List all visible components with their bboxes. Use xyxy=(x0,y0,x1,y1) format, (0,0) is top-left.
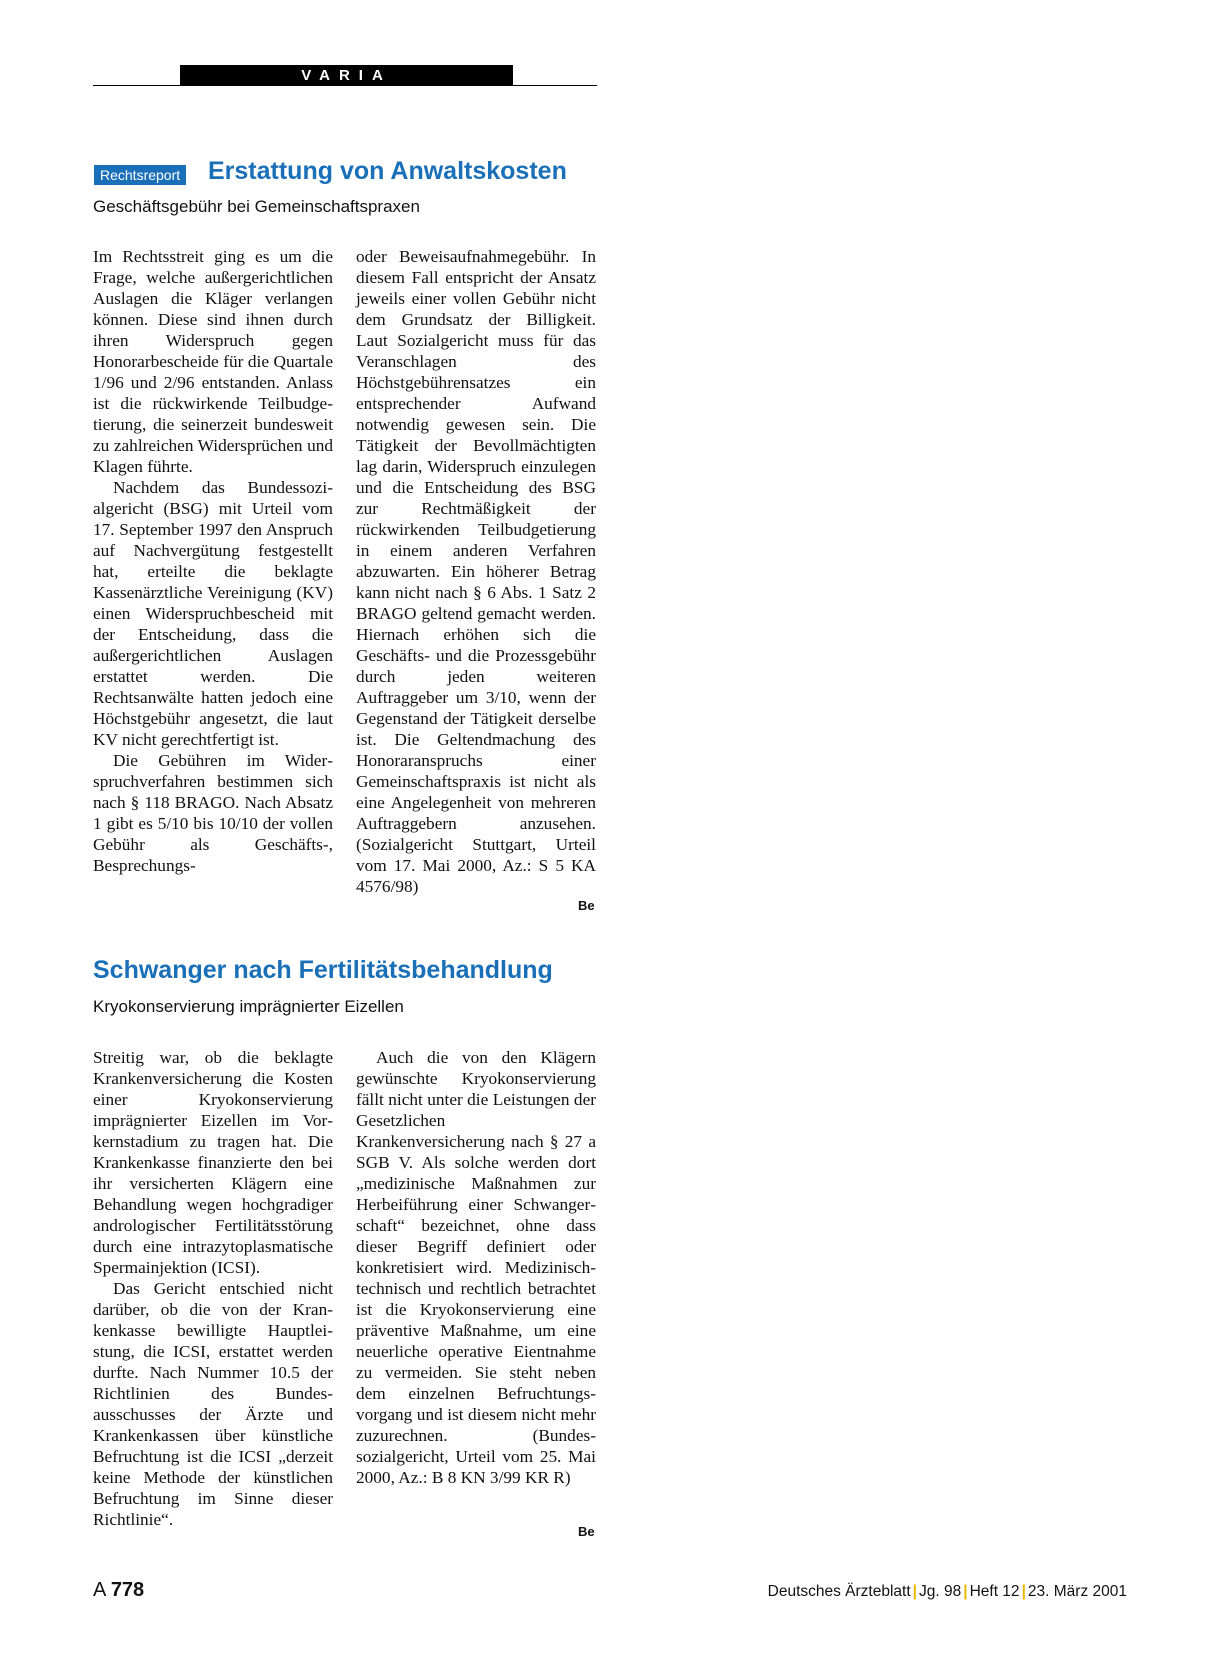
paragraph: oder Beweisaufnahmegebühr. In diesem Fall entspricht der Ansatz jeweils einer vollen Gebühr nicht dem Grundsatz der Billigkeit. Laut Sozialgericht muss für das Veranschlagen des Höchstgebührensatzes ein entsprechender Aufwand notwendig gewesen sein. Die Tätigkeit der Bevollmächtigten lag darin, Widerspruch einzulegen und die Entscheidung des BSG zur Rechtmäßigkeit der rückwirkenden Teilbudgetierung in einem anderen Verfahren abzuwarten. Ein höherer Betrag kann nicht nach § 6 Abs. 1 Satz 2 BRAGO geltend gemacht werden. Hiernach erhöhen sich die Geschäfts- und die Prozessgebühr durch jeden weiteren Auftraggeber um 3/10, wenn der Gegenstand der Tätigkeit derselbe ist. Die Geltendmachung des Honoraranspruchs einer Gemeinschaftspraxis ist nicht als eine Angelegenheit von mehreren Auftraggebern anzusehen. (Sozialgericht Stuttgart, Urteil vom 17. Mai 2000, Az.: S 5 KA 4576/98) xyxy=(356,247,596,896)
paragraph: Streitig war, ob die beklagte Krankenversicherung die Kosten einer Kryokonservierung imprägnierter Eizellen im Vorkernstadium zu tragen hat. Die Krankenkasse finanzierte den bei ihr versicherten Klägern eine Behandlung wegen hochgradiger andrologischer Fertilitätsstörung durch eine intrazytoplasmatische Spermainjektion (ICSI). xyxy=(93,1048,333,1277)
separator: | xyxy=(963,1583,968,1600)
paragraph: Die Gebühren im Widerspruchverfahren bestimmen sich nach § 118 BRAGO. Nach Absatz 1 gibt es 5/10 bis 10/10 der vollen Gebühr als Geschäfts-, Besprechungs- xyxy=(93,751,333,875)
article-2-title: Schwanger nach Fertilitätsbehandlung xyxy=(93,956,553,984)
section-label-bar: VARIA xyxy=(180,65,513,86)
separator: | xyxy=(912,1583,917,1600)
paragraph: Im Rechtsstreit ging es um die Frage, welche außergerichtlichen Auslagen die Kläger verlangen können. Diese sind ihnen durch ihren Widerspruch gegen Honorarbescheide für die Quartale 1/96 und 2/96 entstanden. Anlass ist die rückwirkende Teilbudgetierung, die seinerzeit bundesweit zu zahlreichen Widersprüchen und Klagen führte. xyxy=(93,247,333,476)
article-2-column-1 xyxy=(93,1047,333,1530)
page-number xyxy=(93,1578,144,1602)
separator: | xyxy=(1021,1583,1026,1600)
journal-name: Deutsches Ärzteblatt xyxy=(767,1583,911,1600)
article-2-column-2 xyxy=(356,1047,596,1488)
article-2-signature: Be xyxy=(578,1524,595,1539)
header-rule xyxy=(93,85,597,86)
journal-volume: Jg. 98 xyxy=(919,1583,962,1600)
article-1-column-2 xyxy=(356,246,596,897)
article-1-signature: Be xyxy=(578,898,595,913)
article-1-column-1 xyxy=(93,246,333,876)
rubric-tag: Rechtsreport xyxy=(94,165,186,185)
article-1-title: Erstattung von Anwaltskosten xyxy=(208,157,567,185)
journal-issue: Heft 12 xyxy=(969,1583,1020,1600)
paragraph: Auch die von den Klägern gewünschte Kryokonservierung fällt nicht unter die Leistungen der Gesetzlichen Krankenversicherung nach § 27 a SGB V. Als solche werden dort „medizinische Maßnahmen zur Herbeiführung einer Schwangerschaft“ bezeichnet, ohne dass dieser Begriff definiert oder konkretisiert wird. Medizinisch-technisch und rechtlich betrachtet ist die Kryokonservierung eine präventive Maßnahme, um eine neuerliche operative Eientnahme zu vermeiden. Sie steht neben dem einzelnen Befruchtungsvorgang und ist diesem nicht mehr zuzurechnen. (Bundessozialgericht, Urteil vom 25. Mai 2000, Az.: B 8 KN 3/99 KR R) xyxy=(356,1048,596,1487)
article-1-subtitle: Geschäftsgebühr bei Gemeinschaftspraxen xyxy=(93,197,420,216)
journal-info xyxy=(768,1582,1127,1602)
paragraph: Das Gericht entschied nicht darüber, ob die von der Krankenkasse bewilligte Hauptleistung, die ICSI, erstattet werden durfte. Nach Nummer 10.5 der Richtlinien des Bundesausschusses der Ärzte und Krankenkassen über künstliche Befruchtung ist die ICSI „derzeit keine Methode der künstlichen Befruchtung im Sinne dieser Richtlinie“. xyxy=(93,1279,333,1529)
journal-date: 23. März 2001 xyxy=(1027,1583,1127,1600)
article-2-subtitle: Kryokonservierung imprägnierter Eizellen xyxy=(93,997,404,1016)
page-number-value: 778 xyxy=(110,1579,145,1601)
paragraph: Nachdem das Bundessozialgericht (BSG) mit Urteil vom 17. September 1997 den Anspruch auf Nachvergütung festgestellt hat, erteilte die beklagte Kassenärztliche Vereinigung (KV) einen Widerspruchbescheid mit der Entscheidung, dass die außergerichtlichen Auslagen erstattet werden. Die Rechtsanwälte hatten jedoch eine Höchstgebühr angesetzt, die laut KV nicht gerechtfertigt ist. xyxy=(93,478,333,749)
page-prefix: A xyxy=(93,1579,106,1601)
